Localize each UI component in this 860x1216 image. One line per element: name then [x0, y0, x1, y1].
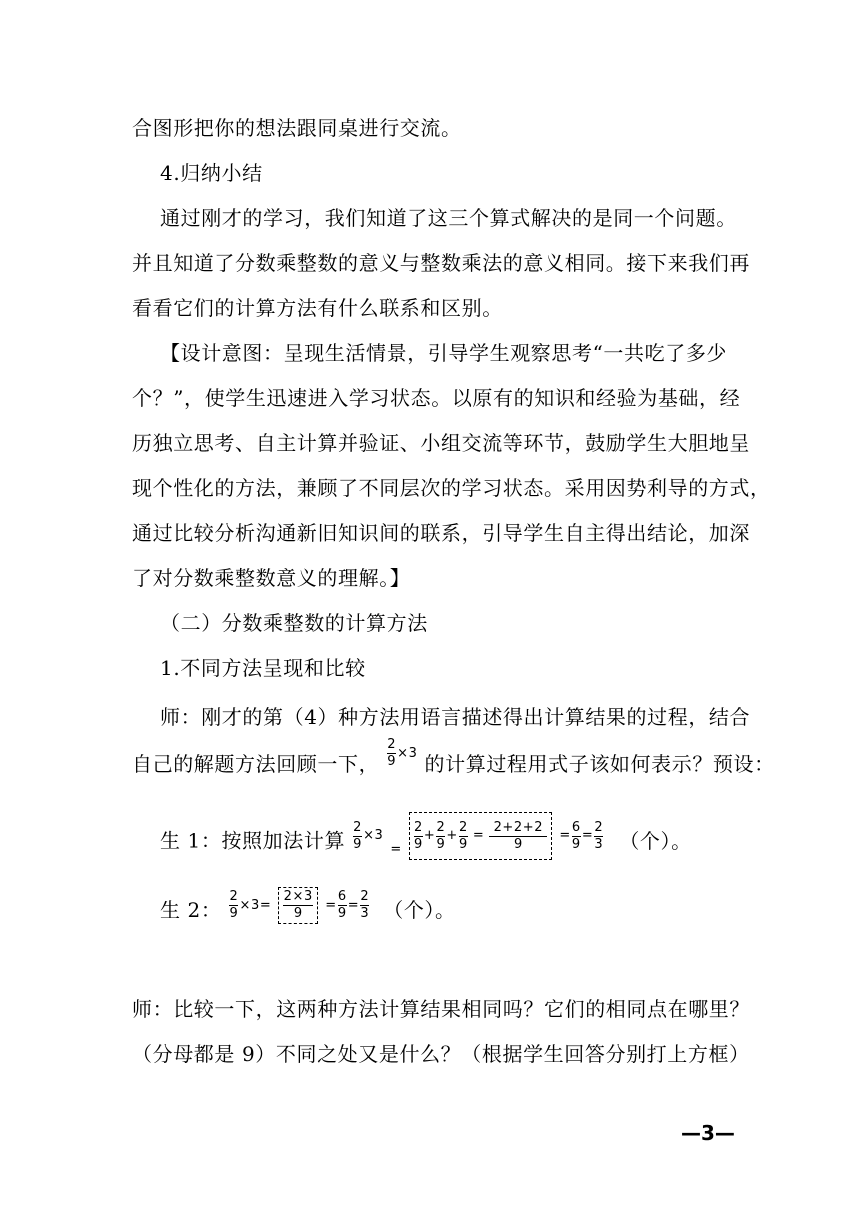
paragraph-line: 合图形把你的想法跟同桌进行交流。 [132, 116, 462, 140]
denominator: 9 [458, 836, 468, 852]
denominator: 9 [229, 906, 239, 921]
paragraph-line: （分母都是 9）不同之处又是什么？（根据学生回答分别打上方框） [132, 1042, 750, 1066]
denominator: 9 [436, 836, 446, 852]
text-run: （个）。 [619, 828, 692, 853]
text-run: 生 1：按照加法计算 [160, 828, 346, 853]
fraction-expression [228, 884, 271, 928]
numerator: 2 [436, 819, 446, 835]
equals-sign: = [559, 828, 571, 843]
numerator: 2 [353, 819, 362, 835]
paragraph-line: 现个性化的方法，兼顾了不同层次的学习状态。采用因势利导的方式， [132, 476, 771, 500]
fraction [572, 820, 581, 853]
equals-sign: = [472, 828, 485, 843]
denominator: 9 [337, 906, 347, 921]
numerator: 6 [571, 819, 581, 835]
numerator: 2 [387, 737, 397, 752]
numerator: 2 [413, 819, 423, 835]
times-three: ×3 [397, 745, 418, 761]
section-heading: （二）分数乘整数的计算方法 [160, 611, 428, 635]
paragraph-line: 师：比较一下，这两种方法计算结果相同吗？它们的相同点在哪里？ [132, 997, 750, 1021]
fraction [459, 820, 468, 853]
paragraph-line: 并且知道了分数乘整数的意义与整数乘法的意义相同。接下来我们再 [132, 251, 750, 275]
paragraph-line: 通过刚才的学习，我们知道了这三个算式解决的是同一个问题。 [160, 206, 737, 230]
dashed-box [278, 887, 318, 924]
plus-sign: + [423, 828, 436, 843]
denominator: 9 [513, 836, 523, 852]
paragraph-line: 个？”，使学生迅速进入学习状态。以原有的知识和经验为基础，经 [132, 386, 741, 410]
fraction [594, 820, 603, 853]
student-2-line [160, 882, 456, 928]
fraction [229, 889, 238, 922]
numerator: 2 [594, 819, 604, 835]
paragraph-line: 看看它们的计算方法有什么联系和区别。 [132, 296, 503, 320]
equals-sign: = [581, 828, 594, 843]
text-run: 生 2： [160, 898, 222, 922]
denominator: 3 [594, 836, 604, 852]
section-heading: 1.不同方法呈现和比较 [160, 656, 366, 680]
equals-sign: = [390, 842, 402, 857]
denominator: 9 [413, 836, 423, 852]
fraction-expression [325, 884, 370, 928]
fraction [436, 820, 445, 853]
denominator: 9 [293, 906, 303, 921]
fraction [338, 889, 347, 922]
fraction-expression [352, 814, 383, 858]
fraction [283, 889, 313, 922]
paragraph-line: 师：刚才的第（4）种方法用语言描述得出计算结果的过程，结合 [160, 705, 751, 729]
section-heading: 4.归纳小结 [160, 161, 263, 185]
times-three: ×3 [239, 897, 260, 913]
denominator: 3 [360, 906, 370, 921]
text-run: （个）。 [383, 898, 456, 922]
numerator: 2 [458, 819, 468, 835]
page-number: —3— [681, 1121, 735, 1145]
fraction-expression [559, 814, 604, 858]
paragraph-line: 了对分数乘整数意义的理解。】 [132, 566, 411, 590]
numerator: 2×3 [283, 889, 313, 904]
denominator: 9 [387, 754, 397, 769]
paragraph-line: 【设计意图：呈现生活情景，引导学生观察思考“一共吃了多少 [160, 341, 728, 365]
equals-sign: = [259, 897, 272, 913]
fraction [387, 737, 396, 770]
denominator: 9 [353, 836, 362, 852]
plus-sign: + [446, 828, 458, 843]
fraction [353, 820, 362, 853]
paragraph-line: 历独立思考、自主计算并验证、小组交流等环节，鼓励学生大胆地呈 [132, 431, 750, 455]
student-1-line [160, 818, 692, 866]
fraction [414, 820, 423, 853]
paragraph-line: 通过比较分析沟通新旧知识间的联系，引导学生自主得出结论，加深 [132, 521, 750, 545]
fraction-expression [386, 736, 417, 772]
dashed-box [409, 812, 553, 860]
numerator: 2 [360, 889, 370, 904]
denominator: 9 [571, 836, 581, 852]
fraction [360, 889, 369, 922]
text-run: 的计算过程用式子该如何表示？预设： [424, 752, 775, 776]
paragraph-line [132, 737, 775, 784]
numerator: 6 [337, 889, 347, 904]
numerator: 2 [229, 889, 239, 904]
text-run: 自己的解题方法回顾一下， [132, 752, 380, 776]
times-three: ×3 [363, 828, 384, 843]
equals-sign: = [347, 897, 360, 913]
numerator: 2+2+2 [493, 819, 544, 835]
fraction [489, 820, 547, 853]
equals-sign: = [325, 897, 337, 913]
